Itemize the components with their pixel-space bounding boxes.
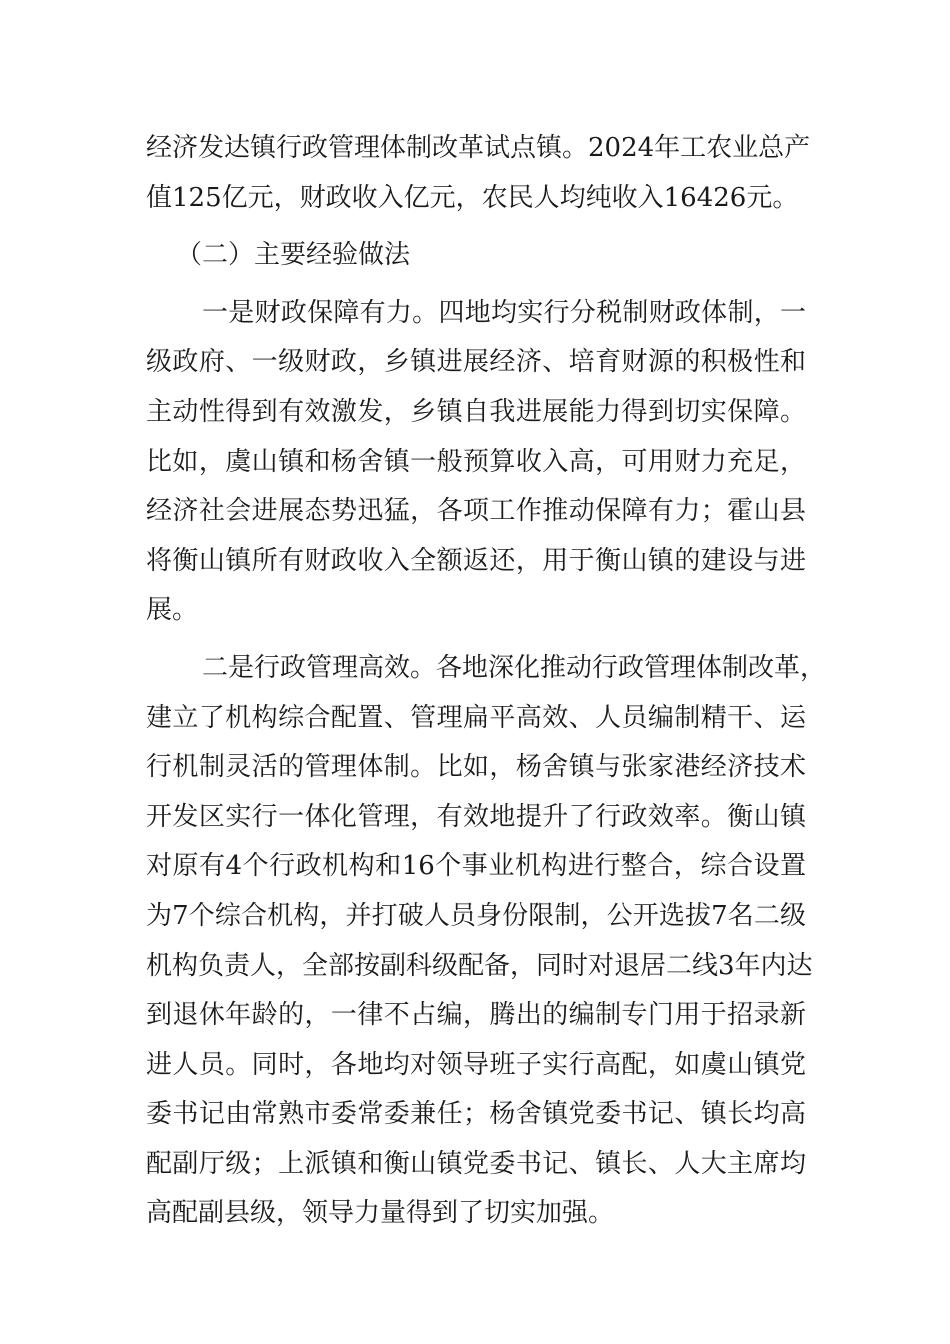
text-line: 经济社会进展态势迅猛，各项工作推动保障有力；霍山县 xyxy=(146,496,806,527)
text-line: 主动性得到有效激发，乡镇自我进展能力得到切实保障。 xyxy=(146,396,806,427)
paragraph-point-2 xyxy=(146,644,827,1239)
text-line: 将衡山镇所有财政收入全额返还，用于衡山镇的建设与进 xyxy=(146,545,806,576)
text-line: 行机制灵活的管理体制。比如，杨舍镇与张家港经济技术 xyxy=(146,752,806,783)
text-line: 一是财政保障有力。四地均实行分税制财政体制，一 xyxy=(202,297,806,328)
text-line: 建立了机构综合配置、管理扁平高效、人员编制精干、运 xyxy=(146,702,806,733)
text-line: 机构负责人，全部按副科级配备，同时对退居二线3年内达 xyxy=(146,950,813,981)
paragraph-intro-tail xyxy=(146,124,811,223)
text-line: 委书记由常熟市委常委兼任；杨舍镇党委书记、镇长均高 xyxy=(146,1099,806,1130)
paragraph-point-1 xyxy=(146,289,806,636)
text-line: 比如，虞山镇和杨舍镇一般预算收入高，可用财力充足， xyxy=(146,446,806,477)
text-line: 配副厅级；上派镇和衡山镇党委书记、镇长、人大主席均 xyxy=(146,1148,806,1179)
text-line: 经济发达镇行政管理体制改革试点镇。2024年工农业总产 xyxy=(146,133,811,163)
text-line: 开发区实行一体化管理，有效地提升了行政效率。衡山镇 xyxy=(146,801,806,832)
document-body xyxy=(146,124,827,1239)
heading-text: （二）主要经验做法 xyxy=(176,240,411,271)
text-line: 为7个综合机构，并打破人员身份限制，公开选拔7名二级 xyxy=(146,900,806,931)
text-line: 到退休年龄的，一律不占编，腾出的编制专门用于招录新 xyxy=(146,1000,806,1031)
text-line: 对原有4个行政机构和16个事业机构进行整合，综合设置 xyxy=(146,851,806,882)
text-line: 高配副县级，领导力量得到了切实加强。 xyxy=(146,1198,615,1229)
text-line: 进人员。同时，各地均对领导班子实行高配，如虞山镇党 xyxy=(146,1049,806,1080)
text-line: 级政府、一级财政，乡镇进展经济、培育财源的积极性和 xyxy=(146,347,806,378)
text-line: 展。 xyxy=(146,595,199,626)
text-line: 值125亿元，财政收入亿元，农民人均纯收入16426元。 xyxy=(146,182,799,213)
section-heading xyxy=(146,231,806,281)
text-line: 二是行政管理高效。各地深化推动行政管理体制改革， xyxy=(202,652,827,683)
